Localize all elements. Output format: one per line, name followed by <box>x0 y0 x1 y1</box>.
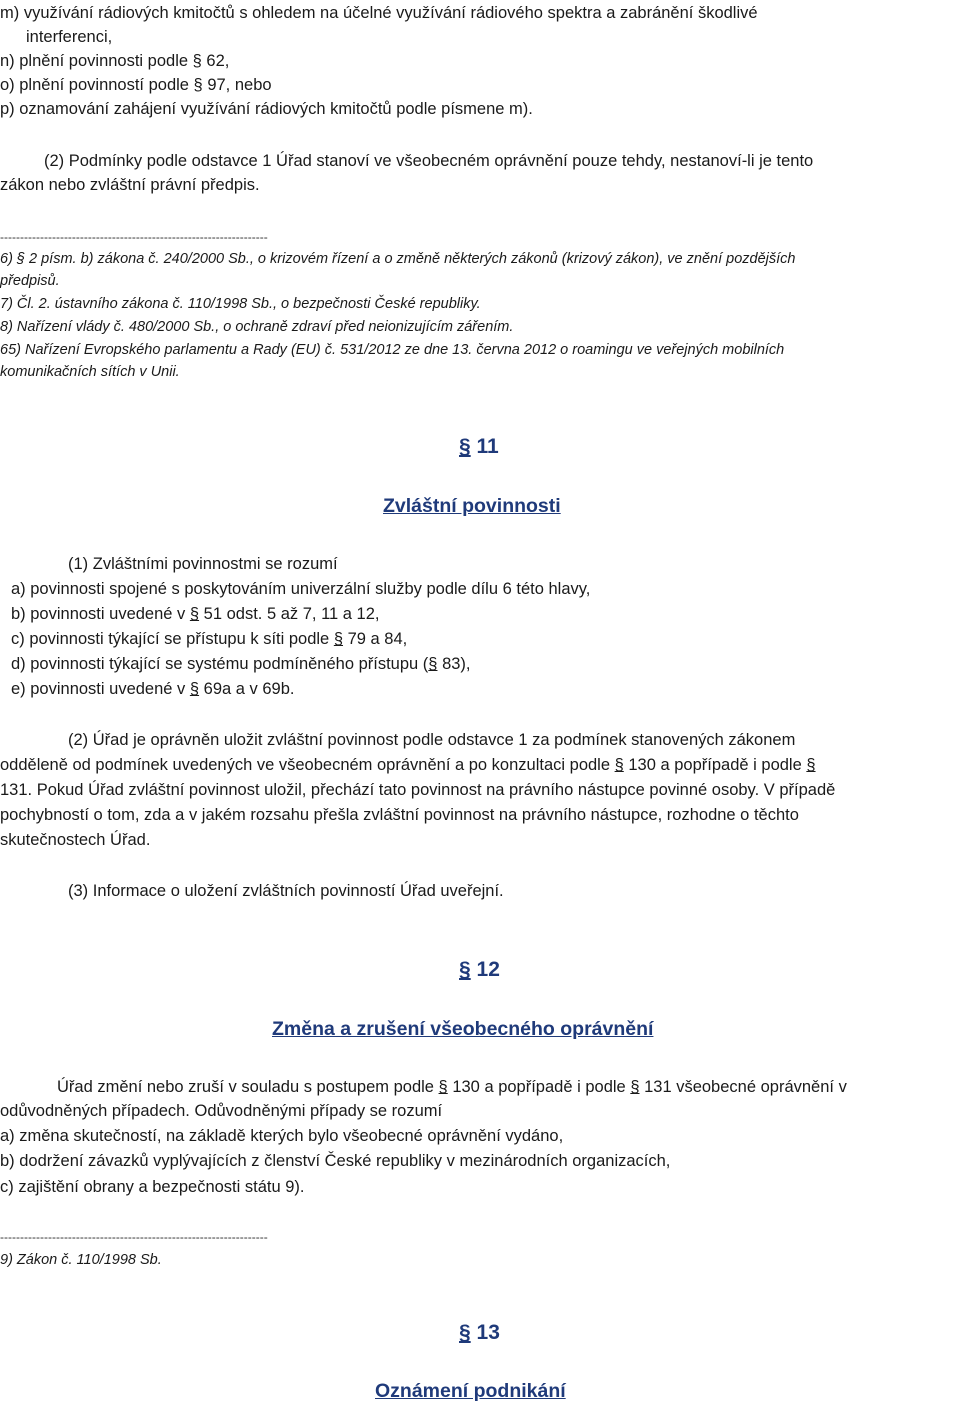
footnote-separator: ------------------------------------------------------------------- <box>0 1230 268 1244</box>
paragraph-line: odděleně od podmínek uvedených ve všeobecném oprávnění a po konzultaci podle § 130 a popřípadě i podle § <box>0 756 816 774</box>
paragraph-line: pochybností o tom, zda a v jakém rozsahu přešla zvláštní povinnost na právního nástupce, rozhodne o těchto <box>0 806 799 824</box>
list-item: b) dodržení závazků vyplývajících z členství České republiky v mezinárodních organizacích, <box>0 1152 671 1170</box>
section-heading-number <box>459 957 500 983</box>
paragraph-sign: § <box>614 756 624 774</box>
section-title: Zvláštní povinnosti <box>383 495 561 517</box>
text-line: o) plnění povinností podle § 97, nebo <box>0 76 272 94</box>
list-item: c) povinnosti týkající se přístupu k síti podle § 79 a 84, <box>11 630 408 648</box>
footnote-65: 65) Nařízení Evropského parlamentu a Rady (EU) č. 531/2012 ze dne 13. června 2012 o roamingu ve veřejných mobilních <box>0 342 785 358</box>
section-number: 11 <box>476 435 499 458</box>
text-line: interferenci, <box>26 28 113 46</box>
list-item: b) povinnosti uvedené v § 51 odst. 5 až 7, 11 a 12, <box>11 605 380 623</box>
text-line: m) využívání rádiových kmitočtů s ohledem na účelné využívání rádiového spektra a zabránění škodlivé <box>0 4 758 22</box>
footnote-7: 7) Čl. 2. ústavního zákona č. 110/1998 Sb., o bezpečnosti České republiky. <box>0 296 481 312</box>
paragraph-sign: § <box>630 1078 640 1096</box>
paragraph-line: Úřad změní nebo zruší v souladu s postupem podle § 130 a popřípadě i podle § 131 všeobecné oprávnění v <box>57 1078 847 1096</box>
footnote-65-cont: komunikačních sítích v Unii. <box>0 364 180 380</box>
paragraph-sign: § <box>459 958 471 981</box>
list-item: c) zajištění obrany a bezpečnosti státu 9). <box>0 1178 305 1196</box>
footnote-6-cont: předpisů. <box>0 273 60 289</box>
paragraph-line: skutečnostech Úřad. <box>0 831 151 849</box>
footnote-separator: ------------------------------------------------------------------- <box>0 230 268 244</box>
footnote-8: 8) Nařízení vlády č. 480/2000 Sb., o ochraně zdraví před neionizujícím zářením. <box>0 319 514 335</box>
paragraph-sign: § <box>428 655 438 673</box>
paragraph-sign: § <box>189 680 200 698</box>
paragraph-line: zákon nebo zvláštní právní předpis. <box>0 176 260 194</box>
section-title: Oznámení podnikání <box>375 1380 566 1402</box>
list-item: e) povinnosti uvedené v § 69a a v 69b. <box>11 680 295 698</box>
section-heading-number <box>459 434 499 460</box>
list-item: a) změna skutečností, na základě kterých bylo všeobecné oprávnění vydáno, <box>0 1127 564 1145</box>
list-item: d) povinnosti týkající se systému podmíněného přístupu (§ 83), <box>11 655 471 673</box>
list-item: a) povinnosti spojené s poskytováním univerzální služby podle dílu 6 této hlavy, <box>11 580 591 598</box>
paragraph-sign: § <box>189 605 200 623</box>
paragraph-sign: § <box>333 630 344 648</box>
section-number: 12 <box>476 958 500 981</box>
paragraph-line: (3) Informace o uložení zvláštních povinností Úřad uveřejní. <box>68 882 504 900</box>
section-heading-number <box>459 1320 500 1346</box>
paragraph-sign: § <box>438 1078 448 1096</box>
paragraph-line: (2) Podmínky podle odstavce 1 Úřad stanoví ve všeobecném oprávnění pouze tehdy, nestanoví-li je tento <box>44 152 814 170</box>
paragraph-line: odůvodněných případech. Odůvodněnými případy se rozumí <box>0 1102 443 1120</box>
section-title: Změna a zrušení všeobecného oprávnění <box>272 1018 654 1040</box>
paragraph-sign: § <box>459 1321 471 1344</box>
paragraph-sign: § <box>459 435 471 458</box>
paragraph-line: (1) Zvláštními povinnostmi se rozumí <box>68 555 338 573</box>
text-line: p) oznamování zahájení využívání rádiových kmitočtů podle písmene m). <box>0 100 533 118</box>
footnote-6: 6) § 2 písm. b) zákona č. 240/2000 Sb., o krizovém řízení a o změně některých zákonů (krizový zákon), ve znění pozdějších <box>0 251 796 267</box>
section-number: 13 <box>476 1321 500 1344</box>
paragraph-line: (2) Úřad je oprávněn uložit zvláštní povinnost podle odstavce 1 za podmínek stanovených zákonem <box>68 731 796 749</box>
paragraph-sign: § <box>806 756 816 774</box>
footnote-9: 9) Zákon č. 110/1998 Sb. <box>0 1252 162 1268</box>
text-line: n) plnění povinnosti podle § 62, <box>0 52 230 70</box>
paragraph-line: 131. Pokud Úřad zvláštní povinnost uložil, přechází tato povinnost na právního nástupce povinné osoby. V případě <box>0 781 836 799</box>
